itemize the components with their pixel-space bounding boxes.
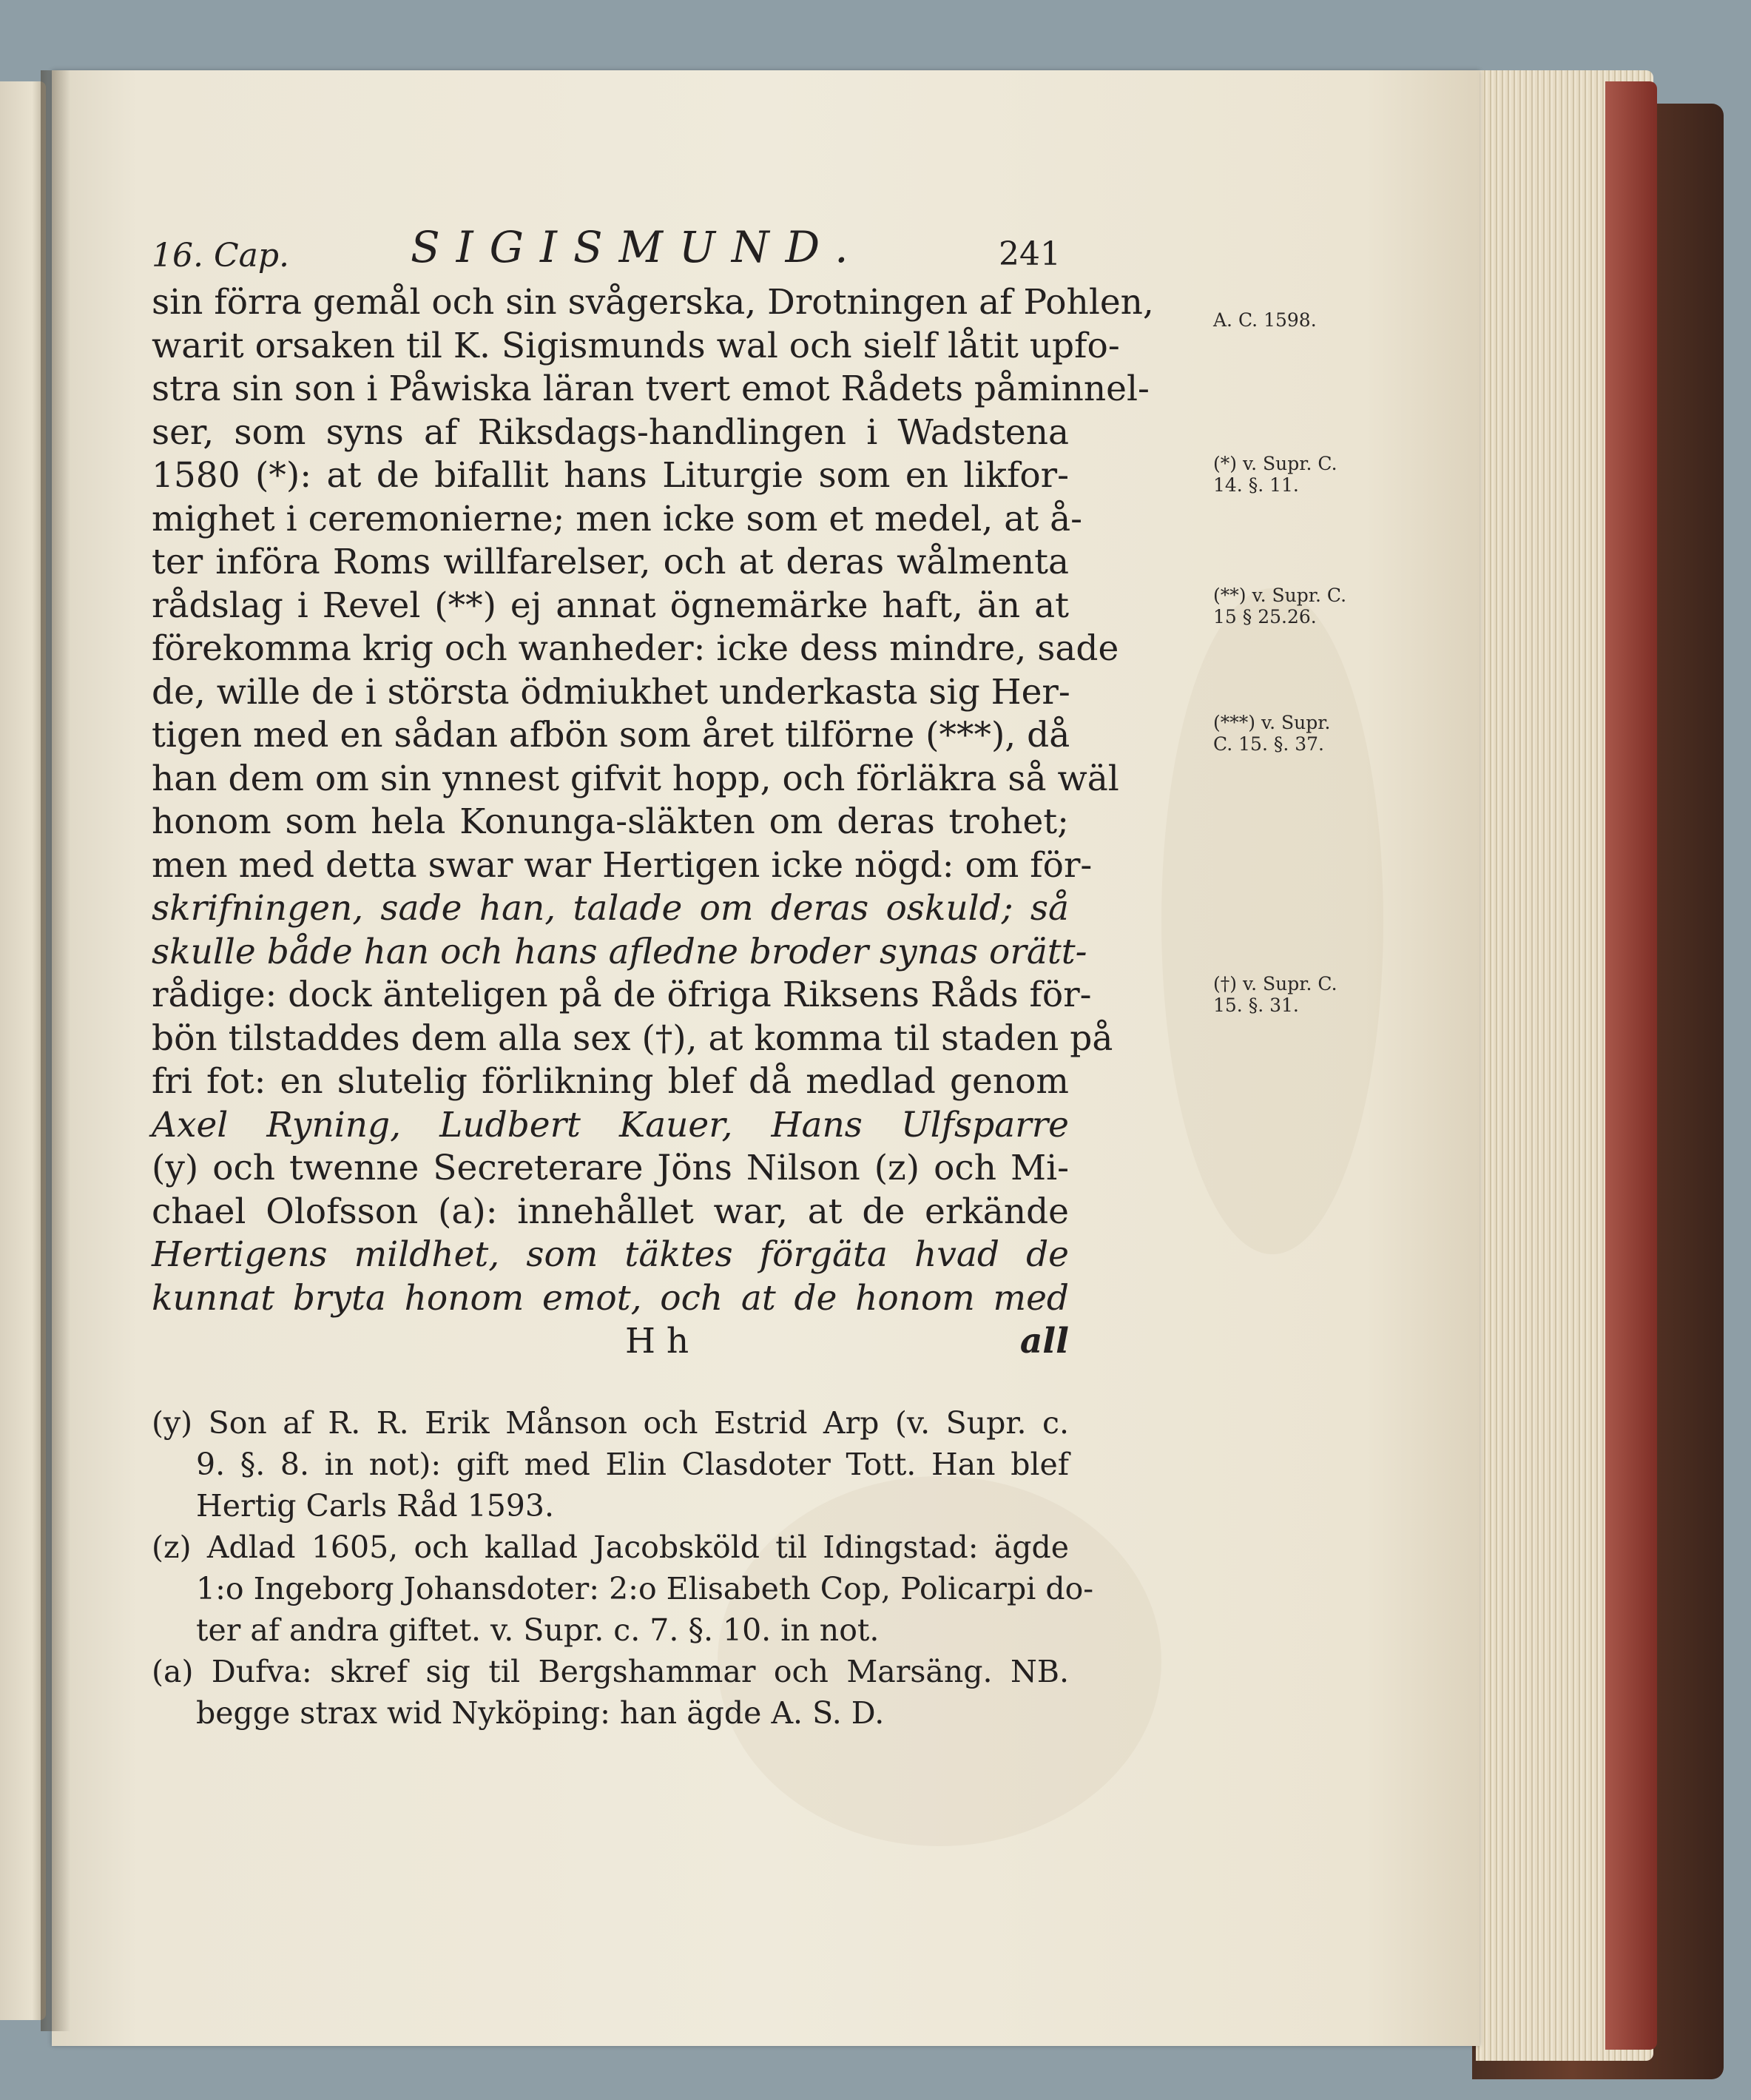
margin-note-ref: (†) v. Supr. C. 15. §. 31.: [1213, 973, 1337, 1016]
body-text: [152, 281, 1217, 1364]
text-line: ter införa Roms willfarelser, och at deras wålmenta: [152, 542, 1069, 582]
text-line: sin förra gemål och sin svågerska, Drotningen af Pohlen,: [152, 282, 1154, 323]
margin-note-ref: (*) v. Supr. C. 14. §. 11.: [1213, 453, 1337, 496]
footnote-line: Hertig Carls Råd 1593.: [196, 1487, 554, 1524]
text-line: förekomma krig och wanheder: icke dess mindre, sade: [152, 628, 1119, 669]
footnote-line: ter af andra giftet. v. Supr. c. 7. §. 10. in not.: [196, 1612, 880, 1648]
catchword: all: [1019, 1321, 1069, 1362]
spine-shadow: [41, 70, 70, 2031]
footnote-line: (y) Son af R. R. Erik Månson och Estrid Arp (v. Supr. c.: [152, 1404, 1069, 1441]
text-line: ser, som syns af Riksdags-handlingen i Wadstena: [152, 411, 1069, 453]
margin-note-ref: (**) v. Supr. C. 15 § 25.26.: [1213, 585, 1347, 627]
text-line: han dem om sin ynnest gifvit hopp, och förläkra så wäl: [152, 758, 1119, 799]
signature-mark: H h: [625, 1321, 689, 1362]
text-line: skrifningen, sade han, talade om deras oskuld; så: [152, 888, 1069, 929]
footnote-line: 1:o Ingeborg Johansdoter: 2:o Elisabeth Cop, Policarpi do-: [196, 1570, 1094, 1606]
text-line: warit orsaken til K. Sigismunds wal och sielf låtit upfo-: [152, 325, 1120, 366]
text-block: [152, 222, 1347, 1734]
text-line: honom som hela Konunga-släkten om deras trohet;: [152, 801, 1069, 842]
text-line: de, wille de i största ödmiukhet underkasta sig Her-: [152, 671, 1070, 713]
running-head: [152, 222, 1217, 281]
left-page-edge: [0, 81, 46, 2020]
text-line: rådige: dock änteligen på de öfriga Riksens Råds för-: [152, 975, 1092, 1015]
chapter-label: 16. Cap.: [152, 237, 290, 275]
text-line: men med detta swar war Hertigen icke nögd: om för-: [152, 844, 1093, 886]
signature-line: [152, 1320, 1069, 1364]
text-line: stra sin son i Påwiska läran tvert emot Rådets påminnel-: [152, 368, 1150, 409]
footnote-line: (a) Dufva: skref sig til Bergshammar och Marsäng. NB.: [152, 1653, 1069, 1689]
text-line: skulle både han och hans afledne broder synas orätt-: [152, 931, 1087, 972]
footnotes: [152, 1402, 1094, 1734]
footnote-line: begge strax wid Nyköping: han ägde A. S. D.: [196, 1695, 885, 1731]
text-line: (y) och twenne Secreterare Jöns Nilson (z) och Mi-: [152, 1148, 1069, 1188]
text-line: bön tilstaddes dem alla sex (†), at komma til staden på: [152, 1017, 1113, 1059]
footnote-line: (z) Adlad 1605, och kallad Jacobsköld til Idingstad: ägde: [152, 1529, 1069, 1565]
text-line: Axel Ryning, Ludbert Kauer, Hans Ulfsparre: [152, 1104, 1069, 1145]
text-line: kunnat bryta honom emot, och at de honom med: [152, 1277, 1069, 1319]
footnote-line: 9. §. 8. in not): gift med Elin Clasdoter Tott. Han blef: [196, 1446, 1069, 1482]
text-line: chael Olofsson (a): innehållet war, at de erkände: [152, 1191, 1069, 1232]
text-line: 1580 (*): at de bifallit hans Liturgie som en likfor-: [152, 455, 1069, 496]
red-page-edge: [1605, 81, 1657, 2050]
text-line: mighet i ceremonierne; men icke som et medel, at å-: [152, 498, 1082, 539]
text-line: rådslag i Revel (**) ej annat ögnemärke haft, än at: [152, 585, 1069, 626]
margin-note-year: A. C. 1598.: [1213, 309, 1317, 331]
page-number: 241: [999, 235, 1061, 273]
margin-note-ref: (***) v. Supr. C. 15. §. 37.: [1213, 712, 1331, 755]
page-title: SIGISMUND.: [411, 222, 865, 272]
text-line: fri fot: en slutelig förlikning blef då medlad genom: [152, 1061, 1069, 1102]
text-line: tigen med en sådan afbön som året tilförne (***), då: [152, 715, 1070, 755]
text-line: Hertigens mildhet, som täktes förgäta hvad de: [152, 1234, 1069, 1275]
